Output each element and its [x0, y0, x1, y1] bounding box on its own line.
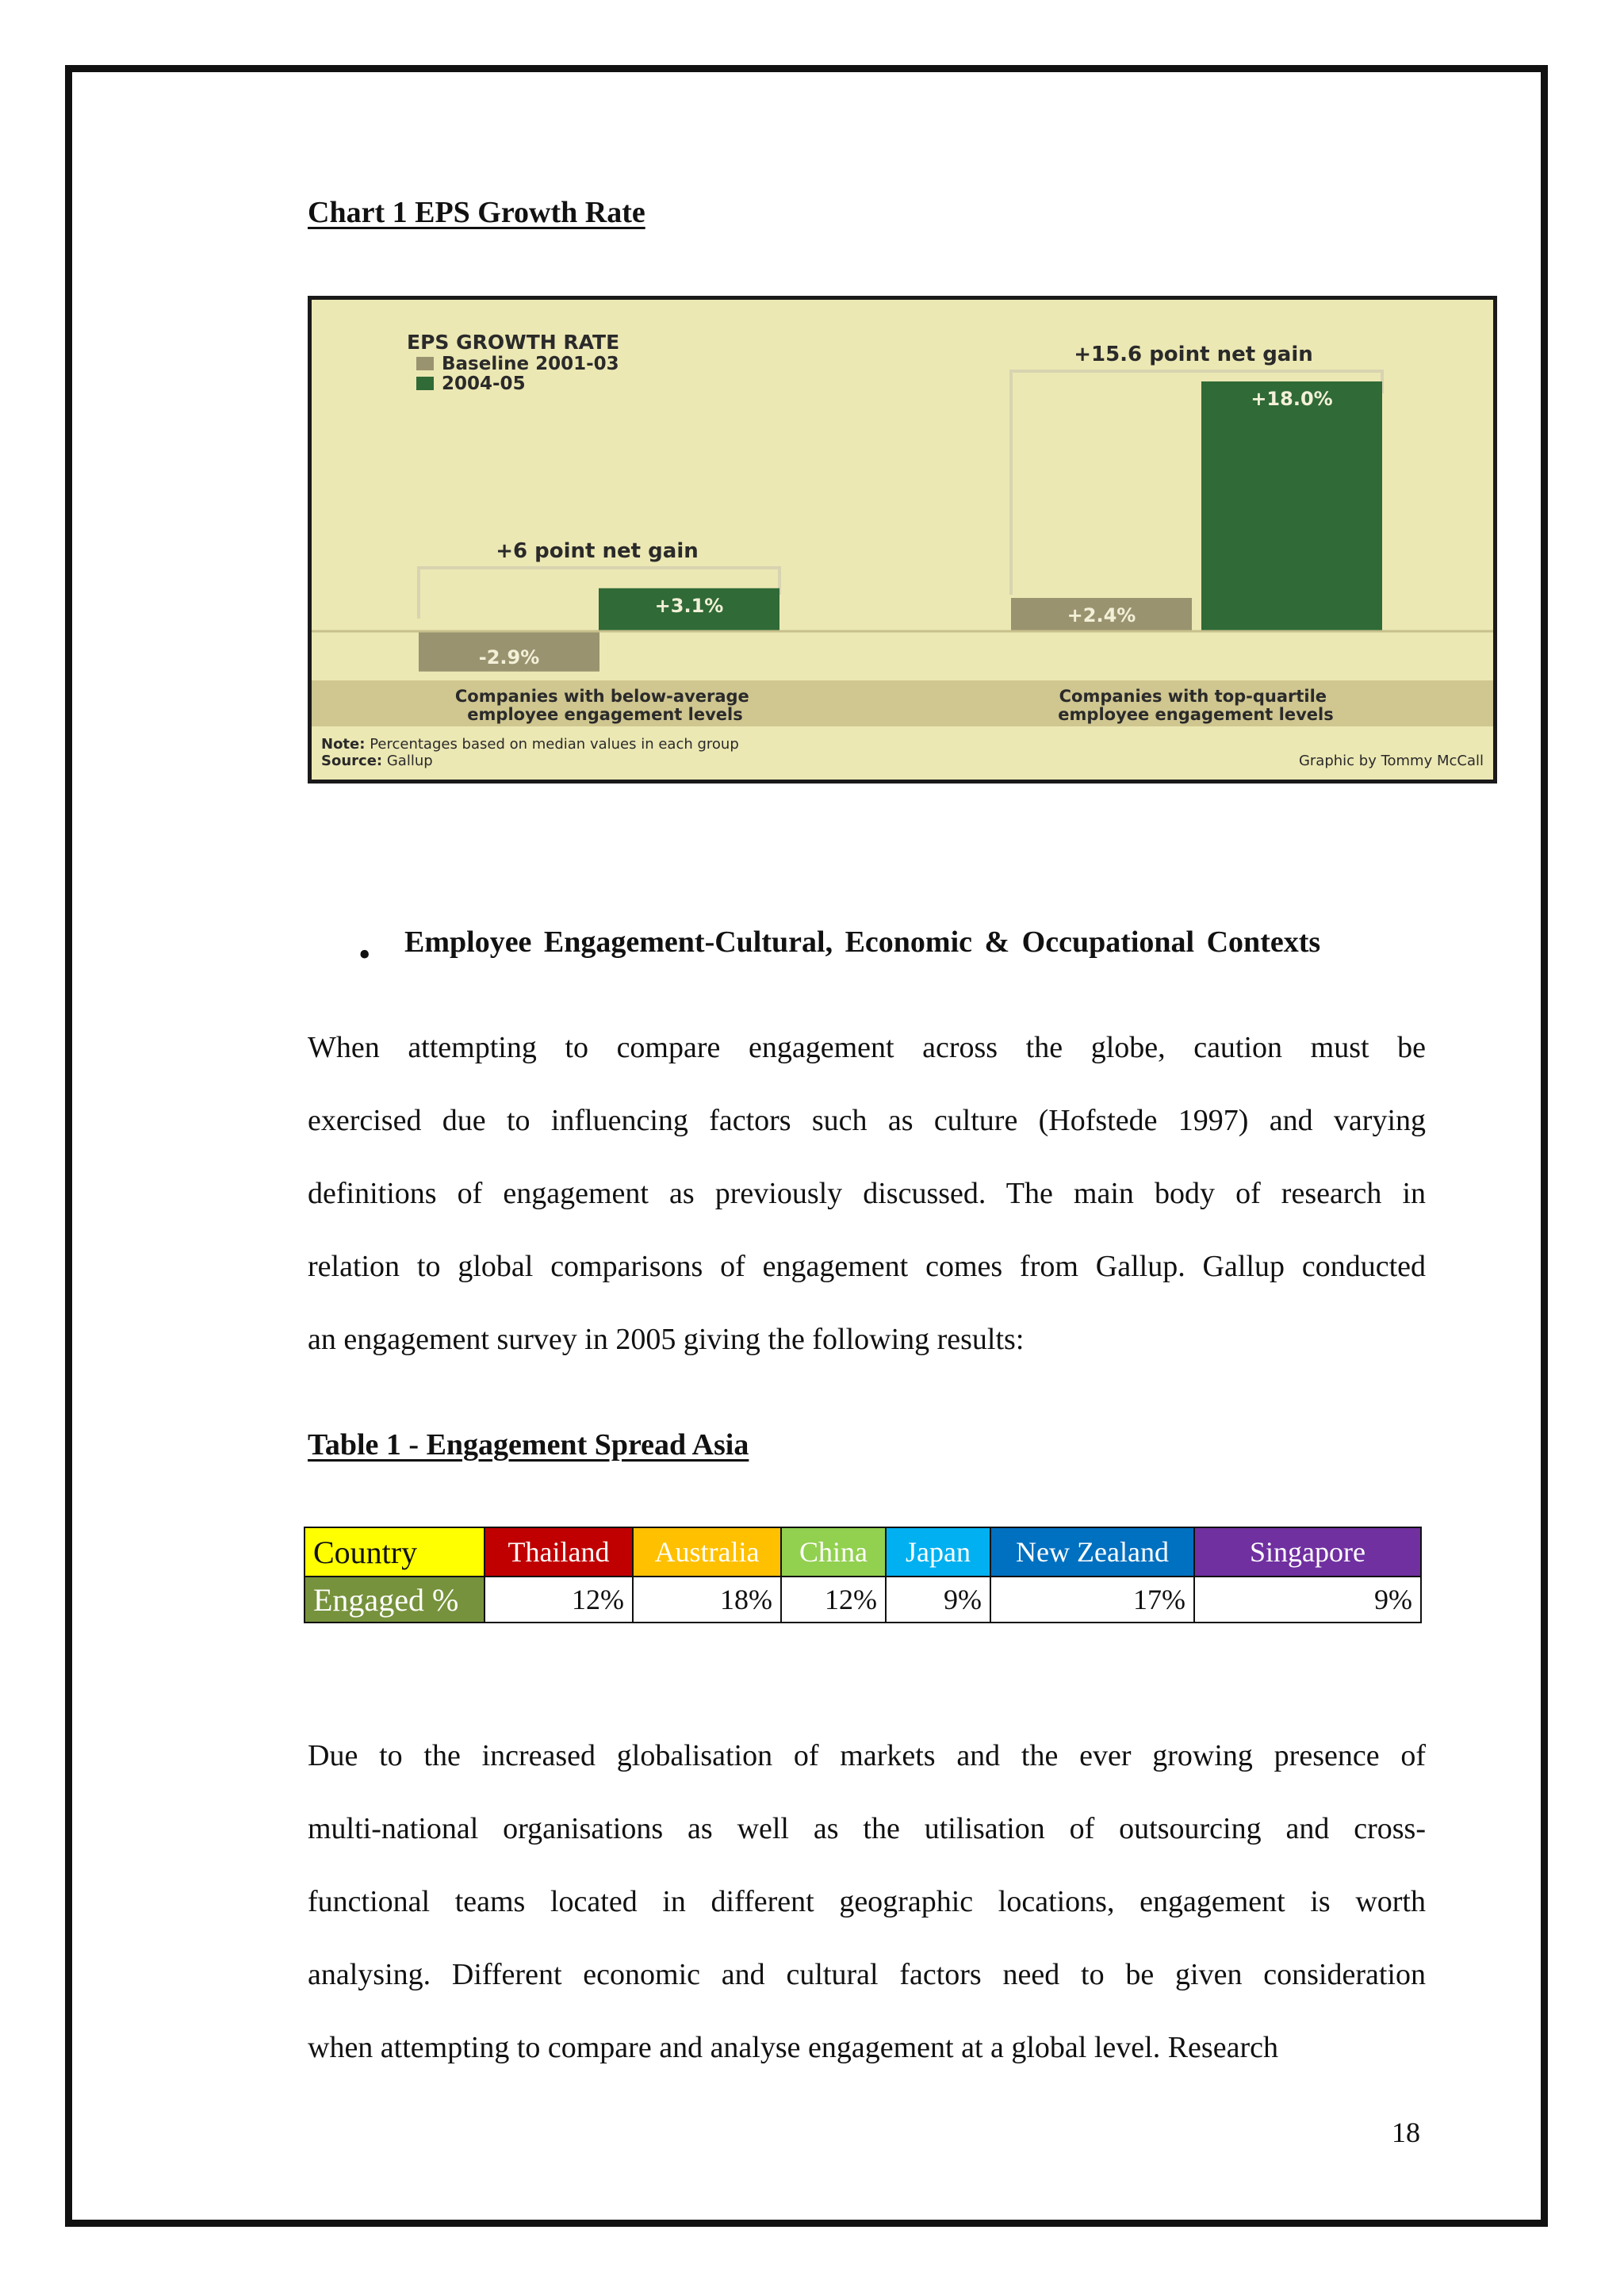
legend-swatch-current	[416, 377, 434, 390]
paragraph-line: an engagement survey in 2005 giving the following results:	[308, 1323, 1025, 1356]
paragraph-line: definitions of engagement as previously discussed. The main body of research in	[308, 1177, 1426, 1210]
header-cell-australia: Australia	[633, 1527, 781, 1577]
row-label-engaged: Engaged %	[304, 1577, 485, 1623]
bullet-icon: •	[358, 935, 371, 974]
legend-label-baseline: Baseline 2001-03	[442, 354, 619, 374]
header-cell-japan: Japan	[886, 1527, 990, 1577]
table-cell: 12%	[781, 1577, 886, 1623]
chart-heading: Chart 1 EPS Growth Rate	[308, 196, 645, 229]
chart-title: EPS GROWTH RATE	[407, 331, 620, 354]
engagement-table	[304, 1527, 1422, 1623]
category-label-top-quartile: Companies with top-quartile employee engagement levels	[1058, 687, 1334, 724]
table-heading: Table 1 - Engagement Spread Asia	[308, 1428, 749, 1462]
paragraph-line: when attempting to compare and analyse engagement at a global level. Research	[308, 2031, 1278, 2064]
bar-label-top-quartile-baseline: +2.4%	[1067, 604, 1136, 626]
header-cell-country: Country	[304, 1527, 485, 1577]
chart-source: Source: Gallup	[321, 753, 433, 769]
paragraph-line: multi-national organisations as well as the utilisation of outsourcing and cross-	[308, 1812, 1426, 1845]
bar-label-below-average-current: +3.1%	[654, 594, 724, 617]
paragraph-line: relation to global comparisons of engagement comes from Gallup. Gallup conducted	[308, 1250, 1426, 1283]
paragraph-2	[308, 1732, 1426, 2097]
category-label-below-average: Companies with below-average employee engagement levels	[454, 687, 749, 724]
header-cell-thailand: Thailand	[485, 1527, 633, 1577]
table-cell: 9%	[886, 1577, 990, 1623]
header-cell-new-zealand: New Zealand	[990, 1527, 1194, 1577]
eps-growth-chart	[308, 296, 1497, 784]
table-header-row	[304, 1527, 1421, 1577]
header-cell-china: China	[781, 1527, 886, 1577]
table-row	[304, 1577, 1421, 1623]
legend-swatch-baseline	[416, 357, 434, 370]
paragraph-line: functional teams located in different geographic locations, engagement is worth	[308, 1885, 1426, 1918]
table-cell: 12%	[485, 1577, 633, 1623]
table-cell: 17%	[990, 1577, 1194, 1623]
paragraph-line: exercised due to influencing factors such as culture (Hofstede 1997) and varying	[308, 1104, 1426, 1137]
paragraph-line: analysing. Different economic and cultural factors need to be given consideration	[308, 1958, 1426, 1991]
bar-label-top-quartile-current: +18.0%	[1251, 388, 1333, 410]
legend-label-current: 2004-05	[442, 374, 526, 394]
annotation-net-gain-top-quartile: +15.6 point net gain	[1074, 343, 1313, 366]
table-cell: 9%	[1194, 1577, 1421, 1623]
paragraph-1	[308, 1024, 1426, 1389]
bar-top-quartile-current	[1201, 381, 1382, 631]
header-cell-singapore: Singapore	[1194, 1527, 1421, 1577]
annotation-net-gain-below-average: +6 point net gain	[496, 539, 699, 563]
paragraph-line: Due to the increased globalisation of markets and the ever growing presence of	[308, 1739, 1426, 1772]
paragraph-line: When attempting to compare engagement across the globe, caution must be	[308, 1031, 1426, 1064]
bar-label-below-average-baseline: -2.9%	[478, 646, 540, 669]
chart-credit: Graphic by Tommy McCall	[1298, 753, 1484, 769]
table-cell: 18%	[633, 1577, 781, 1623]
section-heading: Employee Engagement-Cultural, Economic & Occupational Contexts	[404, 925, 1321, 959]
page-number: 18	[1392, 2117, 1420, 2148]
chart-note: Note: Percentages based on median values in each group	[321, 736, 739, 753]
